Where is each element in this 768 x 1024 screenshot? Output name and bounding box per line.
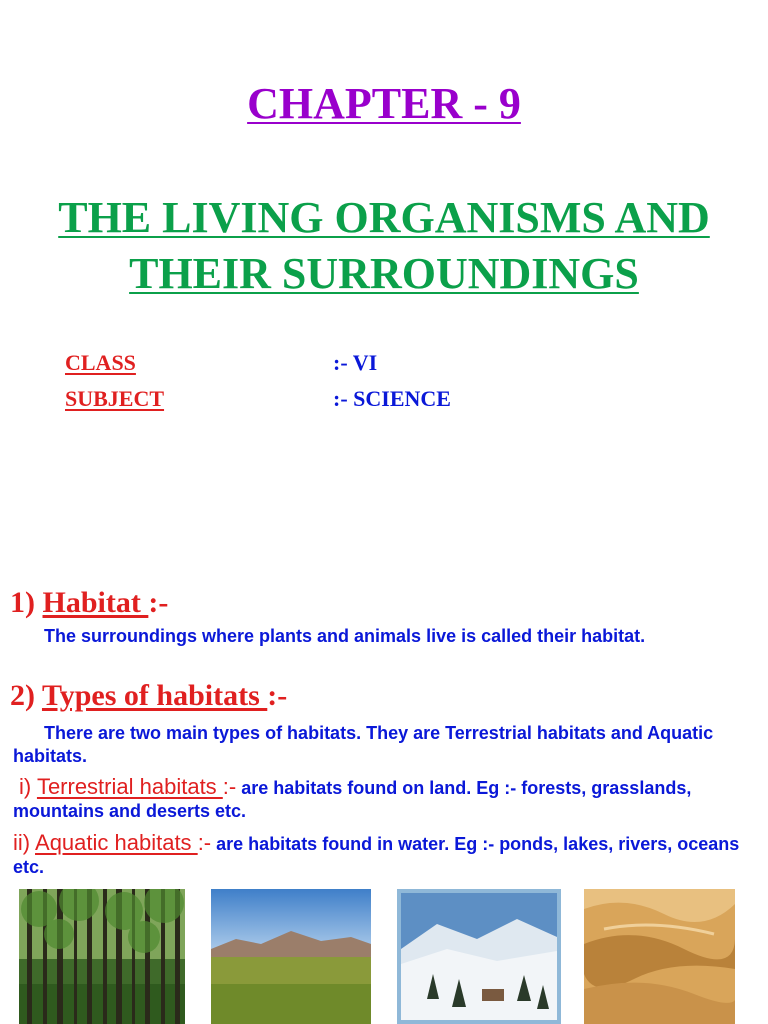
aquatic-term: Aquatic habitats bbox=[35, 830, 198, 855]
terrestrial-number: i) bbox=[19, 774, 32, 799]
aquatic-number: ii) bbox=[13, 830, 31, 855]
main-title-line-1: THE LIVING ORGANISMS AND bbox=[58, 193, 710, 242]
desert-photo bbox=[584, 889, 735, 1024]
terrestrial-heading bbox=[19, 774, 236, 799]
main-title-line-2: THEIR SURROUNDINGS bbox=[129, 249, 639, 298]
habitat-term: Habitat bbox=[42, 586, 149, 619]
types-number: 2) bbox=[10, 679, 35, 712]
habitat-suffix: :- bbox=[148, 586, 169, 619]
terrestrial-paragraph bbox=[13, 775, 758, 823]
terrestrial-text: are habitats found on land. Eg :- forests, grasslands, mountains and deserts etc. bbox=[13, 778, 692, 821]
types-description: There are two main types of habitats. They are Terrestrial habitats and Aquatic habitats. bbox=[13, 723, 714, 766]
chapter-title: CHAPTER - 9 bbox=[247, 79, 521, 128]
types-suffix: :- bbox=[267, 679, 288, 712]
types-heading bbox=[10, 679, 287, 713]
terrestrial-term: Terrestrial habitats bbox=[36, 774, 223, 799]
aquatic-suffix: :- bbox=[197, 830, 212, 855]
habitat-definition: The surroundings where plants and animals live is called their habitat. bbox=[44, 626, 646, 646]
subject-value: :- SCIENCE bbox=[333, 386, 451, 411]
forest-photo bbox=[19, 889, 185, 1024]
aquatic-heading bbox=[13, 830, 211, 855]
habitat-heading bbox=[10, 586, 168, 620]
subject-label: SUBJECT bbox=[65, 386, 165, 411]
grassland-photo bbox=[211, 889, 371, 1024]
habitat-number: 1) bbox=[10, 586, 35, 619]
aquatic-text: are habitats found in water. Eg :- ponds, lakes, rivers, oceans etc. bbox=[13, 834, 740, 877]
aquatic-paragraph bbox=[13, 831, 758, 879]
mountains-photo bbox=[397, 889, 561, 1024]
terrestrial-suffix: :- bbox=[222, 774, 237, 799]
class-label: CLASS bbox=[65, 350, 136, 375]
types-term: Types of habitats bbox=[41, 679, 268, 712]
main-title bbox=[0, 190, 768, 302]
class-value: :- VI bbox=[333, 350, 378, 375]
